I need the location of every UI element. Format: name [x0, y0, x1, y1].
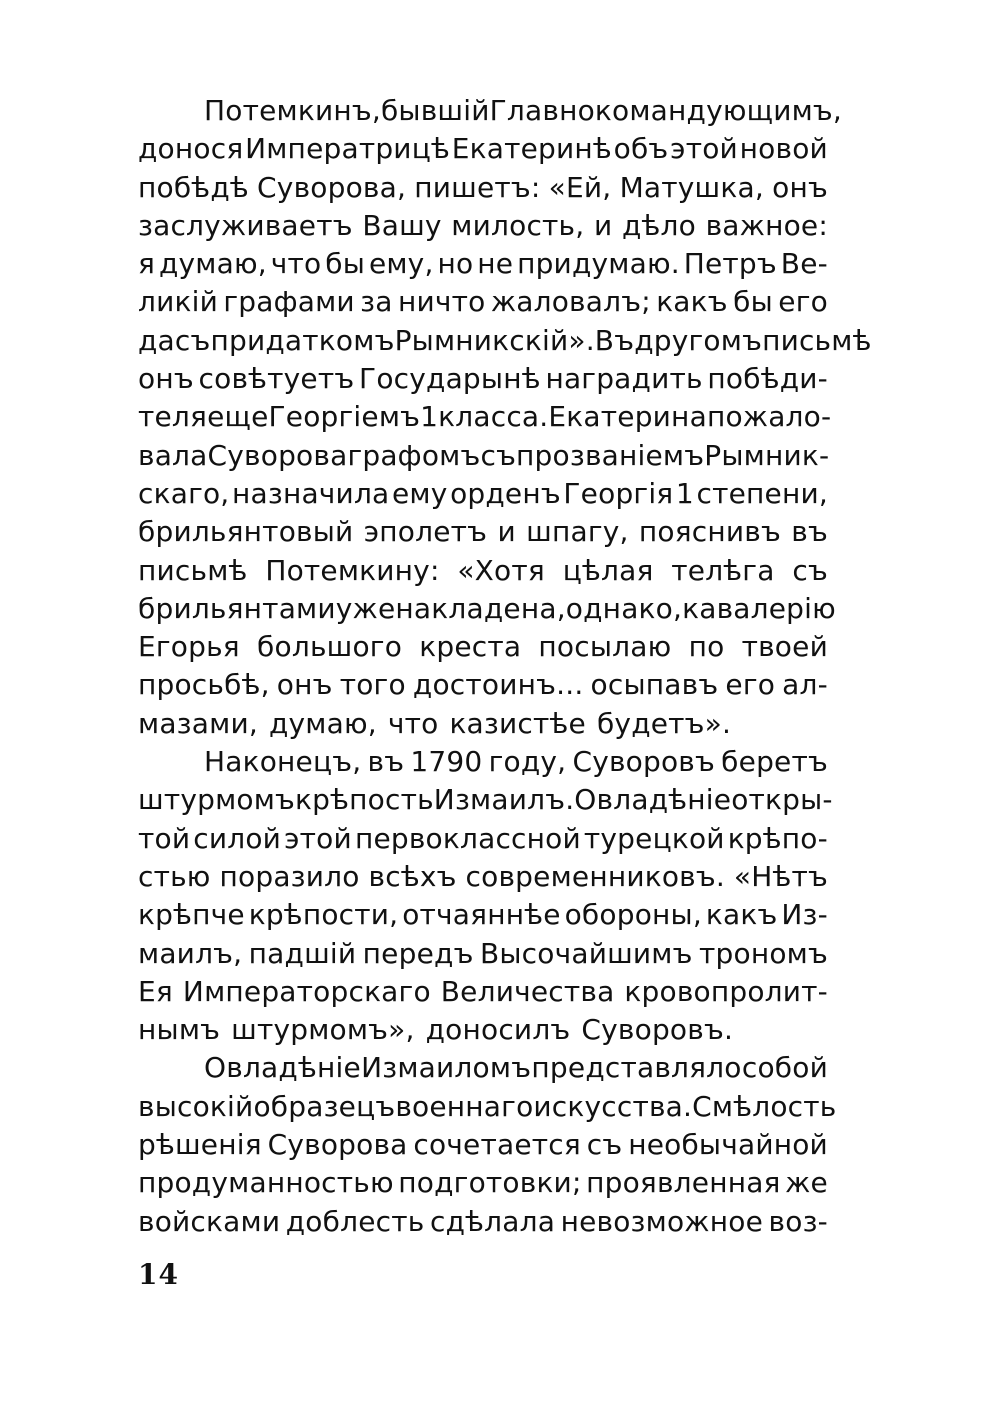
- text-line: [138, 513, 828, 551]
- word: бы: [733, 285, 773, 319]
- text-line: [138, 896, 828, 934]
- text-line: [138, 858, 828, 896]
- word: рѣшенія: [138, 1128, 262, 1162]
- word: сдѣлала: [429, 1204, 556, 1238]
- word: за: [360, 285, 393, 319]
- word: того: [339, 668, 406, 702]
- word: Измаилъ.: [433, 783, 575, 817]
- word: достоинъ...: [412, 668, 584, 702]
- word: 1790: [410, 745, 483, 779]
- word: я: [138, 247, 156, 281]
- word: онъ: [772, 170, 828, 204]
- word: всѣхъ: [368, 859, 457, 893]
- word: бывшій: [380, 94, 490, 127]
- text-line: [138, 398, 832, 436]
- word: «Ей,: [548, 170, 612, 204]
- word: Рымникскій».Въ: [394, 323, 635, 357]
- word: ал-: [782, 668, 828, 702]
- text-line: [138, 169, 828, 207]
- word: Егорья: [138, 630, 240, 664]
- text-line: [138, 1088, 837, 1126]
- word: Главнокомандующимъ,: [489, 94, 843, 127]
- word: Матушка,: [619, 170, 764, 204]
- word: какъ: [705, 898, 778, 932]
- word: силой: [193, 821, 282, 855]
- word: цѣлая: [562, 553, 654, 587]
- word: степени,: [696, 476, 828, 510]
- word: осыпавъ: [590, 668, 719, 702]
- word: пояснивъ: [638, 515, 781, 549]
- text-line: [138, 1126, 828, 1164]
- word: однако,: [565, 591, 683, 625]
- word: накладена,: [395, 591, 566, 625]
- word: Ея: [138, 974, 173, 1008]
- word: Овладѣніе: [574, 783, 732, 817]
- word: Овладѣніе: [204, 1051, 361, 1085]
- paragraph: [138, 1049, 837, 1240]
- word: посылаю: [538, 630, 672, 664]
- word: побѣдѣ: [138, 170, 249, 204]
- word: будетъ».: [596, 706, 732, 740]
- word: Георгія: [563, 476, 674, 510]
- word: первоклассной: [354, 821, 581, 855]
- word: 1: [420, 400, 439, 434]
- word: казистѣе: [449, 706, 586, 740]
- text-line: [138, 437, 828, 475]
- word: 1: [675, 476, 694, 510]
- word: стью: [138, 859, 211, 893]
- word: Потемкину:: [265, 553, 440, 587]
- word: въ: [367, 745, 405, 779]
- word: креста: [419, 630, 522, 664]
- word: новой: [739, 132, 828, 166]
- word: поразило: [219, 859, 360, 893]
- word: донося: [138, 132, 244, 166]
- word: мазами,: [138, 706, 258, 740]
- word: же: [785, 1166, 828, 1200]
- word: крѣпче: [138, 898, 245, 932]
- word: доблесть: [285, 1204, 425, 1238]
- word: его: [725, 668, 776, 702]
- text-line: [138, 283, 828, 321]
- word: штурмомъ»,: [231, 1013, 415, 1047]
- text-line: [138, 552, 828, 590]
- text-line: [138, 590, 836, 628]
- word: милость,: [451, 208, 585, 242]
- word: Георгіемъ: [268, 400, 421, 434]
- word: еще: [207, 400, 269, 434]
- word: теля: [138, 400, 208, 434]
- word: назначила: [231, 476, 390, 510]
- word: Екатерина: [548, 400, 707, 434]
- word: но: [437, 247, 474, 281]
- word: по: [688, 630, 725, 664]
- word: военнаго: [395, 1089, 534, 1123]
- word: откры-: [731, 783, 833, 817]
- word: Смѣлость: [692, 1089, 837, 1123]
- word: графами: [223, 285, 355, 319]
- text-line: [138, 820, 828, 858]
- word: Высочайшимъ: [479, 936, 693, 970]
- word: Потемкинъ,: [204, 94, 381, 127]
- word: съ: [174, 323, 211, 357]
- word: войсками: [138, 1204, 281, 1238]
- word: воз-: [768, 1204, 828, 1238]
- word: собой: [741, 1051, 828, 1085]
- text-line: [138, 1049, 828, 1087]
- word: письмѣ: [762, 323, 872, 357]
- word: вала: [138, 438, 208, 472]
- text-line: [138, 92, 843, 130]
- word: подготовки;: [398, 1166, 582, 1200]
- word: объ: [613, 132, 669, 166]
- word: пишетъ:: [414, 170, 541, 204]
- word: брильянтами: [138, 591, 336, 625]
- word: маилъ,: [138, 936, 243, 970]
- word: Императорскаго: [182, 974, 431, 1008]
- text-line: [138, 1011, 828, 1049]
- word: придаткомъ: [210, 323, 395, 357]
- text-line: [138, 245, 828, 283]
- word: проявленная: [586, 1166, 781, 1200]
- word: ему: [391, 476, 448, 510]
- word: думаю,: [268, 706, 377, 740]
- word: онъ: [276, 668, 333, 702]
- page-number: 14: [138, 1258, 179, 1291]
- word: штурмомъ: [138, 783, 296, 817]
- word: важное:: [705, 208, 828, 242]
- word: беретъ: [721, 745, 828, 779]
- word: Екатеринѣ: [451, 132, 612, 166]
- word: телѣга: [671, 553, 775, 587]
- word: Государынѣ: [359, 362, 541, 396]
- word: передъ: [362, 936, 474, 970]
- word: не: [477, 247, 514, 281]
- word: прозваніемъ: [516, 438, 705, 472]
- word: твоей: [741, 630, 828, 664]
- word: невозможное: [560, 1204, 763, 1238]
- word: пожало-: [706, 400, 832, 434]
- word: съ: [480, 438, 517, 472]
- word: Вашу: [362, 208, 442, 242]
- word: трономъ: [699, 936, 828, 970]
- word: Наконецъ,: [204, 745, 362, 779]
- word: и: [593, 208, 613, 242]
- word: Из-: [781, 898, 828, 932]
- word: большого: [257, 630, 403, 664]
- word: придумаю.: [517, 247, 680, 281]
- word: что: [270, 247, 322, 281]
- word: крѣпость: [295, 783, 434, 817]
- word: ему,: [368, 247, 434, 281]
- word: Измаиломъ: [361, 1051, 532, 1085]
- word: съ: [586, 1128, 623, 1162]
- word: да: [138, 323, 175, 357]
- word: «Нѣтъ: [733, 859, 828, 893]
- text-line: [138, 705, 828, 743]
- word: Суворовъ: [572, 745, 715, 779]
- body-text: [138, 92, 872, 1241]
- word: Величества: [440, 974, 615, 1008]
- text-line: [138, 666, 828, 704]
- word: Петръ: [683, 247, 777, 281]
- paragraph: [138, 743, 833, 1049]
- word: Рымник-: [704, 438, 830, 472]
- text-line: [138, 973, 828, 1011]
- word: искусства.: [533, 1089, 693, 1123]
- word: году,: [488, 745, 567, 779]
- text-line: [138, 475, 828, 513]
- paragraph: [138, 92, 872, 743]
- word: Суворова: [267, 1128, 408, 1162]
- word: представляло: [531, 1051, 742, 1085]
- word: нымъ: [138, 1013, 221, 1047]
- word: дѣло: [621, 208, 696, 242]
- word: образецъ: [253, 1089, 396, 1123]
- word: письмѣ: [138, 553, 248, 587]
- word: турецкой: [583, 821, 725, 855]
- text-line: [138, 935, 828, 973]
- word: заслуживаетъ: [138, 208, 353, 242]
- word: этой: [670, 132, 738, 166]
- word: что: [387, 706, 439, 740]
- word: бы: [325, 247, 366, 281]
- word: Суворовъ.: [581, 1013, 734, 1047]
- word: той: [138, 821, 191, 855]
- word: съ: [792, 553, 828, 587]
- word: крѣпости,: [248, 898, 399, 932]
- word: крѣпо-: [727, 821, 828, 855]
- word: отчаяннѣе: [402, 898, 561, 932]
- text-line: [138, 781, 833, 819]
- word: продуманностью: [138, 1166, 394, 1200]
- text-line: [138, 130, 828, 168]
- word: ликій: [138, 285, 218, 319]
- word: совѣтуетъ: [198, 362, 355, 396]
- word: орденъ: [450, 476, 561, 510]
- word: уже: [335, 591, 396, 625]
- text-line: [138, 628, 828, 666]
- word: современниковъ.: [465, 859, 725, 893]
- word: Императрицѣ: [245, 132, 450, 166]
- word: другомъ: [634, 323, 763, 357]
- word: въ: [791, 515, 828, 549]
- word: кавалерію: [682, 591, 836, 625]
- word: Суворова: [207, 438, 348, 472]
- word: Ве-: [780, 247, 828, 281]
- word: сочетается: [413, 1128, 581, 1162]
- word: и: [497, 515, 516, 549]
- word: эполетъ: [363, 515, 488, 549]
- word: класса.: [438, 400, 549, 434]
- text-line: [138, 207, 828, 245]
- word: кровопролит-: [624, 974, 828, 1008]
- word: просьбѣ,: [138, 668, 270, 702]
- text-line: [138, 1164, 828, 1202]
- word: необычайной: [628, 1128, 828, 1162]
- word: жаловалъ;: [490, 285, 651, 319]
- word: ничто: [397, 285, 486, 319]
- word: Суворова,: [257, 170, 407, 204]
- word: какъ: [656, 285, 728, 319]
- text-line: [138, 743, 828, 781]
- word: высокій: [138, 1089, 254, 1123]
- word: обороны,: [564, 898, 702, 932]
- text-line: [138, 360, 828, 398]
- word: побѣди-: [707, 362, 828, 396]
- word: этой: [284, 821, 352, 855]
- word: наградить: [545, 362, 703, 396]
- word: его: [778, 285, 828, 319]
- word: думаю,: [158, 247, 267, 281]
- text-line: [138, 1203, 828, 1241]
- word: скаго,: [138, 476, 230, 510]
- word: брильянтовый: [138, 515, 354, 549]
- word: онъ: [138, 362, 194, 396]
- word: графомъ: [347, 438, 481, 472]
- text-line: [138, 322, 872, 360]
- word: доносилъ: [425, 1013, 571, 1047]
- word: «Хотя: [457, 553, 545, 587]
- word: шпагу,: [526, 515, 629, 549]
- word: падшій: [248, 936, 357, 970]
